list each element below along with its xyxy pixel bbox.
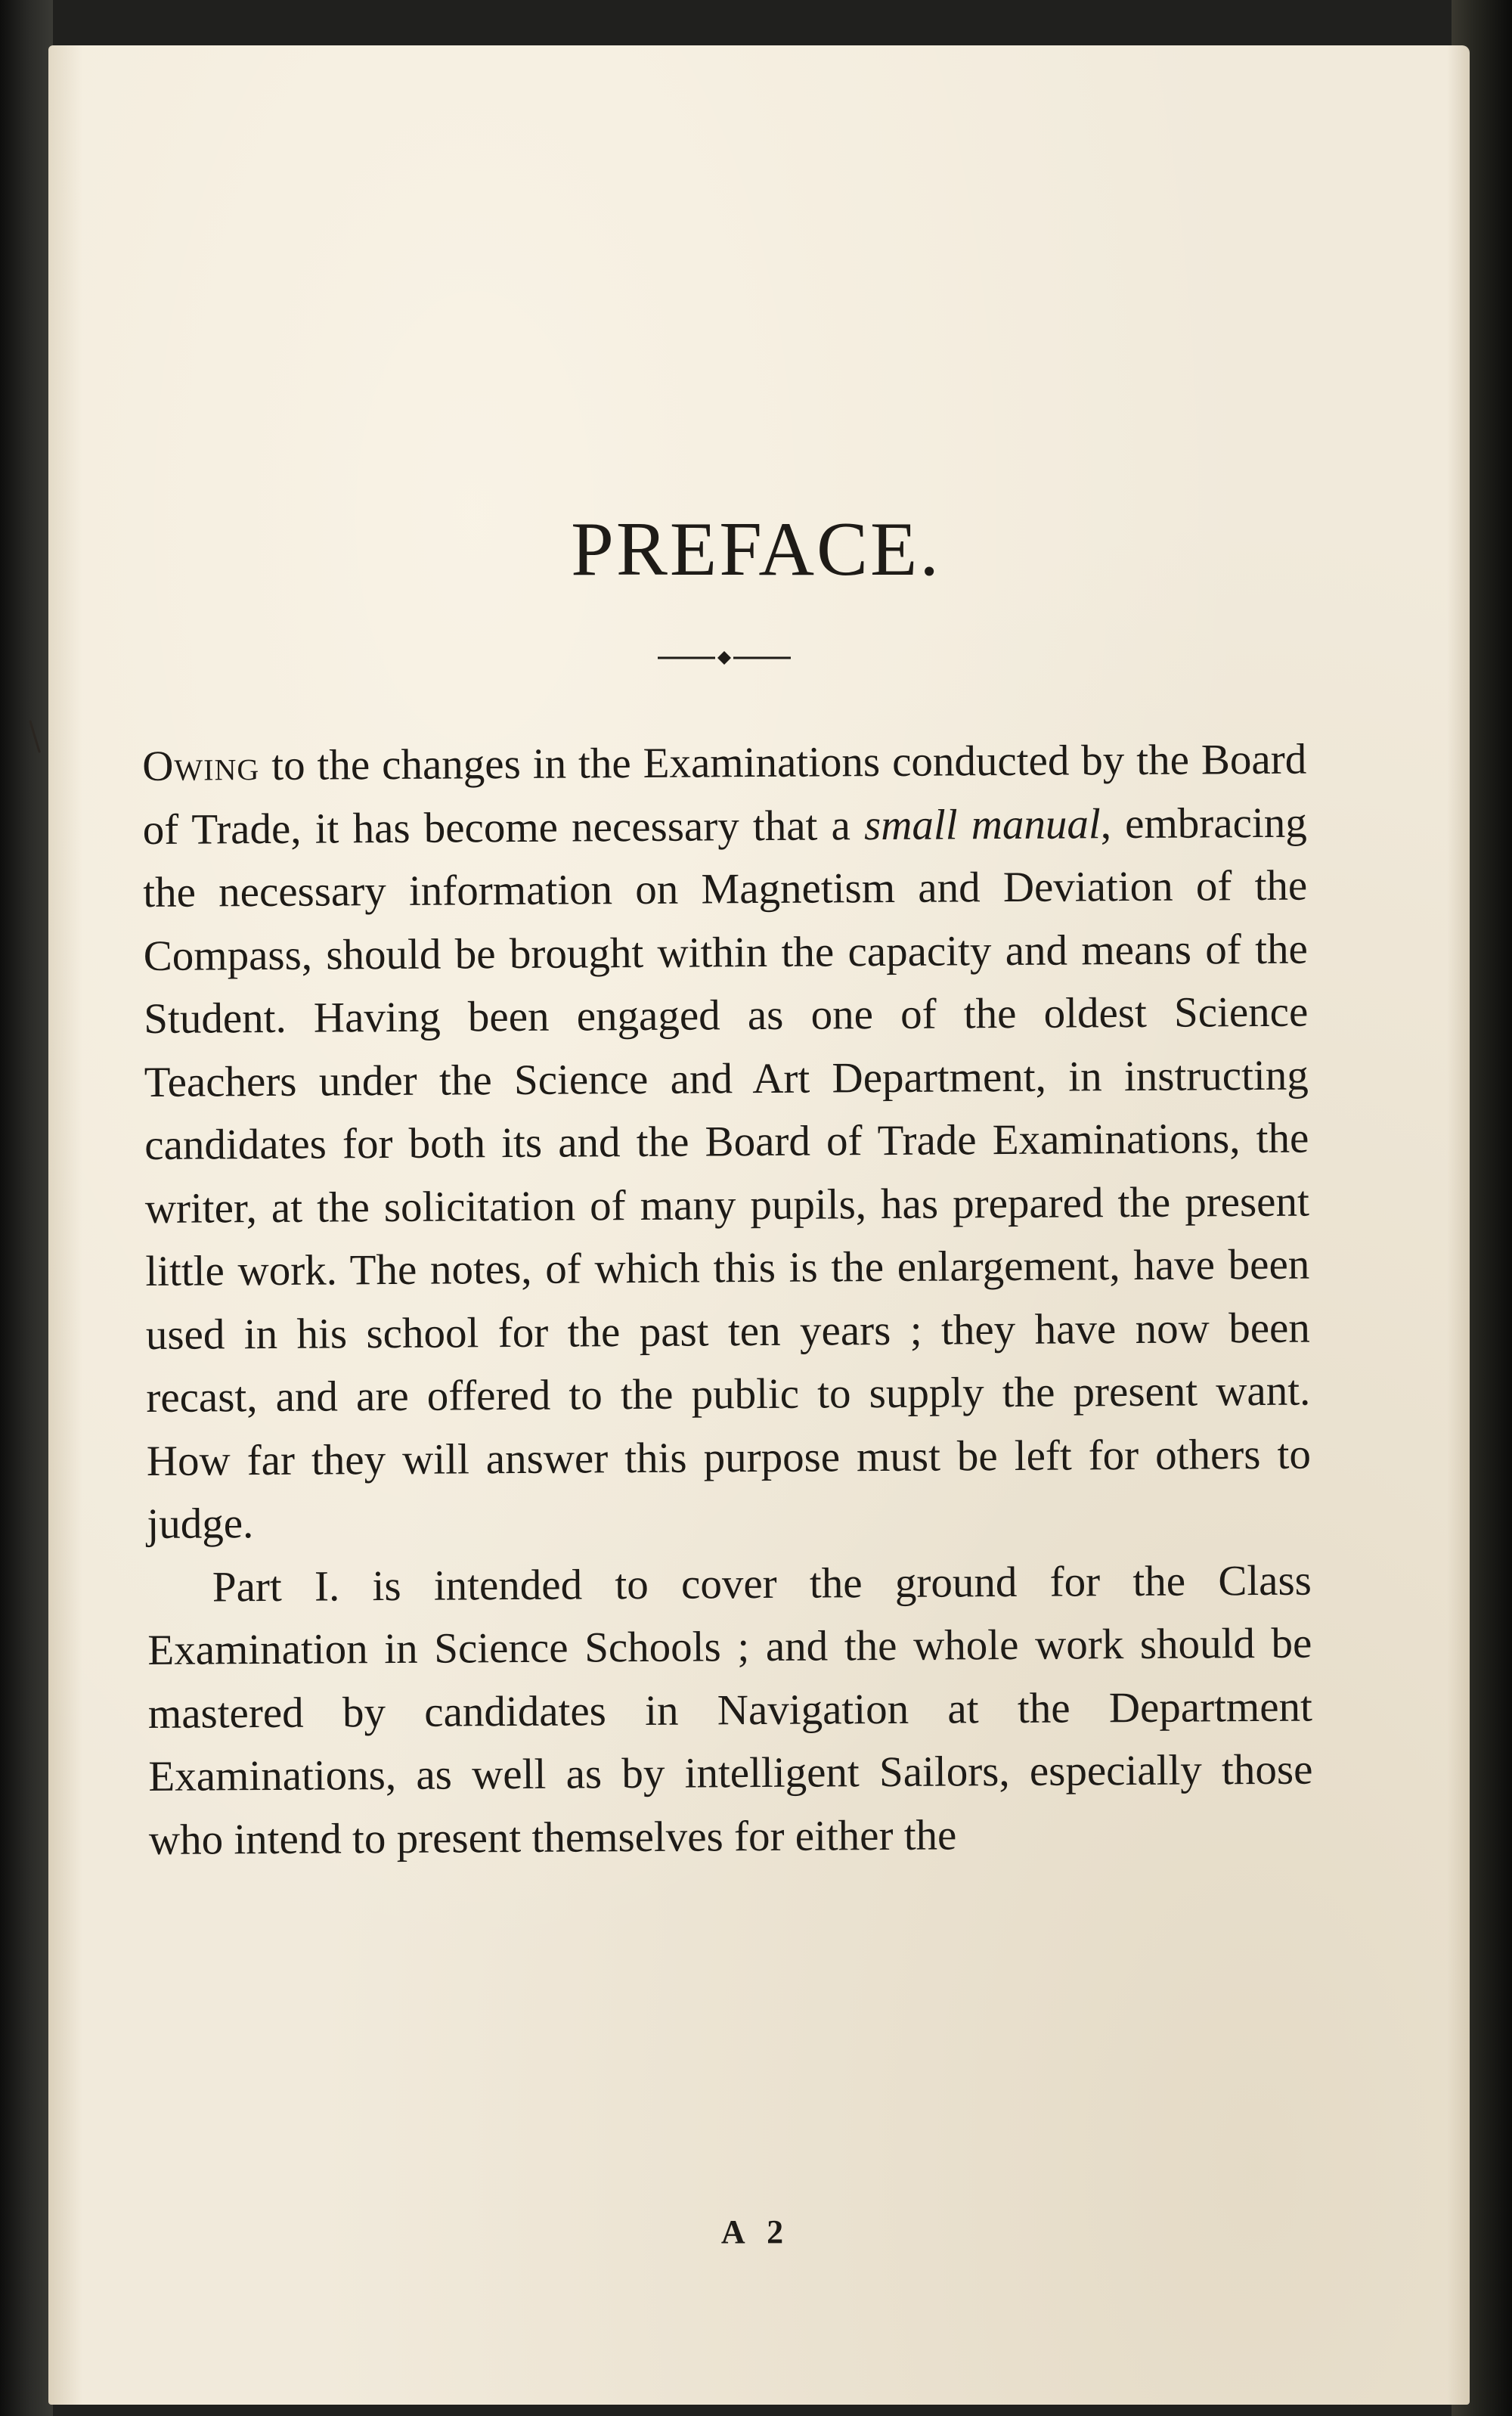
paragraph-1-text-a: to the changes in the Examinations conducted by the Board of Trade, it has become necessary that a [142,735,1307,854]
title-rule-ornament [656,649,792,667]
paragraph-1 [142,728,1312,1556]
paragraph-2: Part I. is intended to cover the ground for the Class Examination in Science Schools ; and the whole work should be mastered by candidates in Navigation at the Department Examinations, as well as by intelligent Sailors, especially those who intend to present themselves for either the [147,1556,1313,1864]
signature-mark: A 2 [720,2213,792,2250]
italic-phrase: small manual [863,799,1101,849]
book-binding-edge [0,0,53,2416]
opening-word: Owing [142,742,260,790]
page-title: PREFACE. [571,507,941,592]
paragraph-1-text-b: , embracing the necessary information on Magnetism and Deviation of the Compass, should be brought within the capacity and means of the Student. Having been engaged as one of the oldest Science Teachers under the Science and Art Department, in instructing candidates for both its and the Board of Trade Examinations, the writer, at the solicitation of many pupils, has prepared the present little work. The notes, of which this is the enlargement, have been used in his school for the past ten years ; they have now been recast, and are offered to the public to supply the present want. How far they will answer this purpose must be left for others to judge. [143,799,1312,1548]
preface-body [142,728,1313,1872]
margin-pencil-mark [27,718,42,756]
